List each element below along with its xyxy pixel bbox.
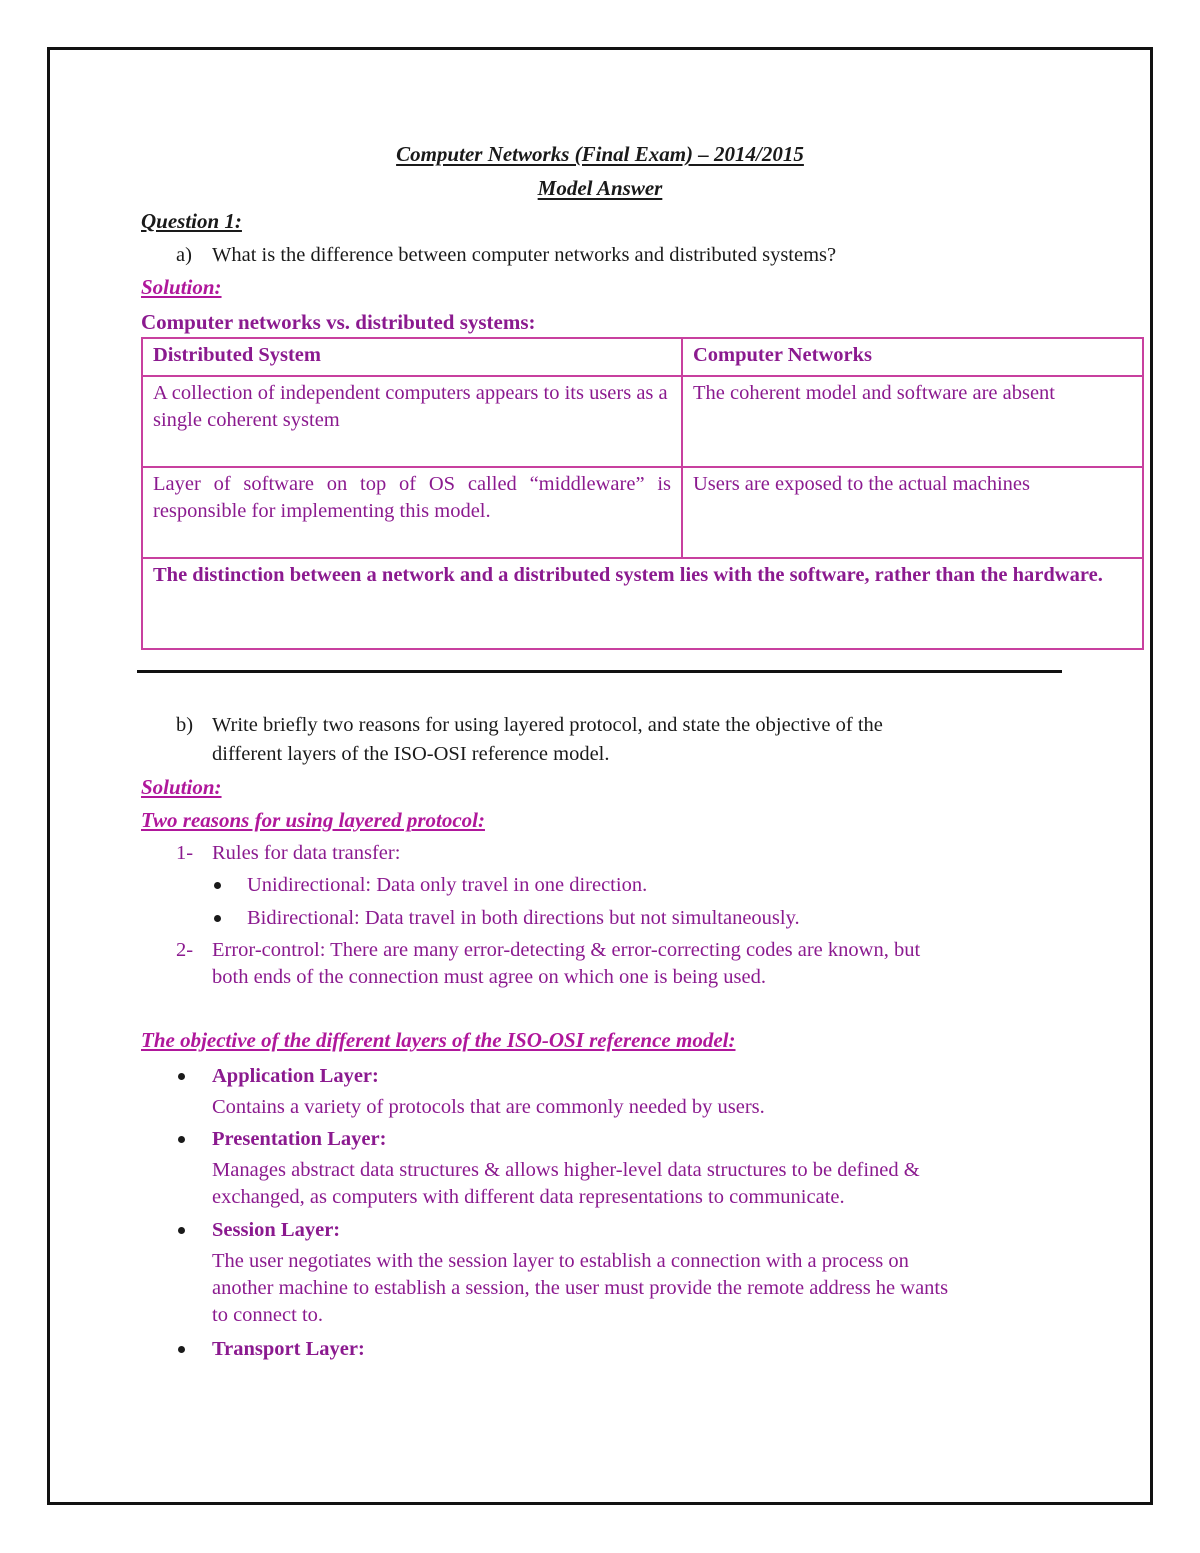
bullet-icon [178,1073,185,1080]
layer-description: The user negotiates with the session layer to establish a connection with a process on [212,1250,909,1272]
table-header-cell: Distributed System [142,338,682,376]
part-b-solution-label: Solution: [141,775,222,799]
table-caption: Computer networks vs. distributed systems: [141,310,536,334]
layer-name: Presentation Layer: [212,1128,387,1150]
layers-heading: The objective of the different layers of the ISO-OSI reference model: [141,1028,736,1052]
section-divider [137,670,1062,673]
table-cell: Layer of software on top of OS called “middleware” is responsible for implementing this model. [142,467,682,558]
reason1-bullet: Unidirectional: Data only travel in one direction. [247,874,648,896]
table-cell: The coherent model and software are absent [682,376,1143,467]
layer-name: Transport Layer: [212,1338,365,1360]
layer-description: Contains a variety of protocols that are commonly needed by users. [212,1096,765,1118]
document-title: Computer Networks (Final Exam) – 2014/2015 [396,142,804,166]
reasons-heading: Two reasons for using layered protocol: [141,808,485,832]
bullet-icon [178,1346,185,1353]
part-a-marker: a) [176,244,192,266]
part-a-solution-label: Solution: [141,275,222,299]
comparison-table [141,337,1144,650]
layer-description: Manages abstract data structures & allows higher-level data structures to be defined & [212,1159,920,1181]
document-subtitle: Model Answer [537,176,663,200]
part-a-question: What is the difference between computer networks and distributed systems? [212,244,837,266]
question-heading: Question 1: [141,209,242,233]
reason2-marker: 2- [176,939,194,961]
layer-name: Session Layer: [212,1219,341,1241]
table-cell: Users are exposed to the actual machines [682,467,1143,558]
part-b-question-line1: Write briefly two reasons for using layered protocol, and state the objective of the [212,714,883,736]
bullet-icon [214,882,221,889]
bullet-icon [178,1227,185,1234]
reason2-line2: both ends of the connection must agree on which one is being used. [212,966,766,988]
layer-description: exchanged, as computers with different data representations to communicate. [212,1186,845,1208]
table-header-cell: Computer Networks [682,338,1143,376]
bullet-icon [178,1136,185,1143]
part-b-question-line2: different layers of the ISO-OSI reference model. [212,743,610,765]
layer-description: to connect to. [212,1304,324,1326]
layer-description: another machine to establish a session, the user must provide the remote address he wants [212,1277,949,1299]
table-cell: A collection of independent computers appears to its users as a single coherent system [142,376,682,467]
part-b-marker: b) [176,714,194,736]
table-footer-row [142,558,1143,649]
table-row [142,467,1143,558]
reason1-text: Rules for data transfer: [212,842,401,864]
table-footer-cell: The distinction between a network and a distributed system lies with the software, rather than the hardware. [142,558,1143,649]
bullet-icon [214,915,221,922]
table-row [142,376,1143,467]
table-header-row [142,338,1143,376]
layer-name: Application Layer: [212,1065,379,1087]
reason1-marker: 1- [176,842,194,864]
reason1-bullet: Bidirectional: Data travel in both directions but not simultaneously. [247,907,800,929]
reason2-line1: Error-control: There are many error-detecting & error-correcting codes are known, but [212,939,921,961]
